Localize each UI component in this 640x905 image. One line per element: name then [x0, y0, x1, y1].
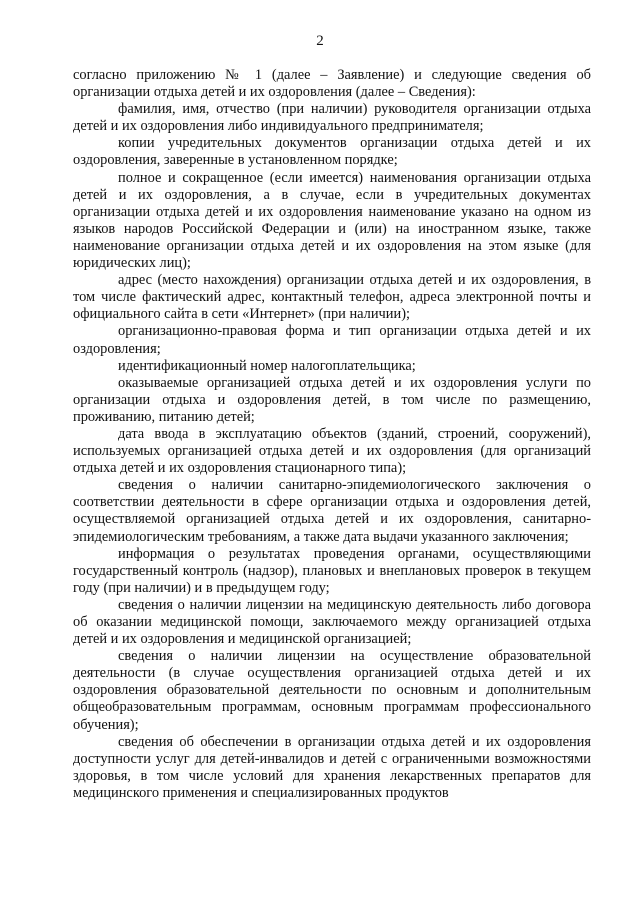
document-body — [73, 67, 591, 802]
paragraph: сведения о наличии лицензии на осуществление образовательной деятельности (в случае осуществления организацией отдыха детей и их оздоровления образовательной деятельности по основным и дополнительным общеобразовательным программам, основным программам профессионального обучения); — [73, 648, 591, 733]
paragraph: сведения о наличии лицензии на медицинскую деятельность либо договора об оказании медицинской помощи, заключаемого между организацией отдыха детей и их оздоровления и медицинской организацией; — [73, 596, 591, 648]
paragraph: согласно приложению № 1 (далее – Заявление) и следующие сведения об организации отдыха детей и их оздоровления (далее – Сведения): — [73, 67, 591, 101]
paragraph: организационно-правовая форма и тип организации отдыха детей и их оздоровления; — [73, 323, 591, 357]
paragraph: сведения об обеспечении в организации отдыха детей и их оздоровления доступности услуг для детей-инвалидов и детей с ограниченными возможностями здоровья, в том числе условий для хранения лекарственных препаратов для медицинского применения и специализированных продуктов — [73, 733, 591, 801]
paragraph: дата ввода в эксплуатацию объектов (зданий, строений, сооружений), используемых организацией отдыха детей и их оздоровления (для организаций отдыха детей и их оздоровления стационарного типа); — [73, 425, 591, 477]
paragraph: фамилия, имя, отчество (при наличии) руководителя организации отдыха детей и их оздоровления либо индивидуального предпринимателя; — [73, 101, 591, 135]
paragraph: полное и сокращенное (если имеется) наименования организации отдыха детей и их оздоровления, а в случае, если в учредительных документах организации отдыха детей и их оздоровления наименование указано на одном из языков народов Российской Федерации и (или) на иностранном языке, также наименование организации отдыха детей и их оздоровления на этом языке (для юридических лиц); — [73, 169, 591, 272]
paragraph: информация о результатах проведения органами, осуществляющими государственный контроль (надзор), плановых и внеплановых проверок в текущем году (при наличии) и в предыдущем году; — [73, 545, 591, 596]
paragraph: сведения о наличии санитарно-эпидемиологического заключения о соответствии деятельности в сфере организации отдыха и оздоровления детей, осуществляемой организацией отдыха детей и их оздоровления, санитарно-эпидемиологическим требованиям, а также дата выдачи указанного заключения; — [73, 477, 591, 545]
paragraph: копии учредительных документов организации отдыха детей и их оздоровления, заверенные в установленном порядке; — [73, 135, 591, 169]
paragraph: идентификационный номер налогоплательщика; — [118, 357, 416, 374]
page-number: 2 — [316, 33, 324, 49]
paragraph: оказываемые организацией отдыха детей и их оздоровления услуги по организации отдыха и оздоровления детей, в том числе по размещению, проживанию, питанию детей; — [73, 374, 591, 425]
paragraph: адрес (место нахождения) организации отдыха детей и их оздоровления, в том числе фактический адрес, контактный телефон, адреса электронной почты и официального сайта в сети «Интернет» (при наличии); — [73, 272, 591, 323]
